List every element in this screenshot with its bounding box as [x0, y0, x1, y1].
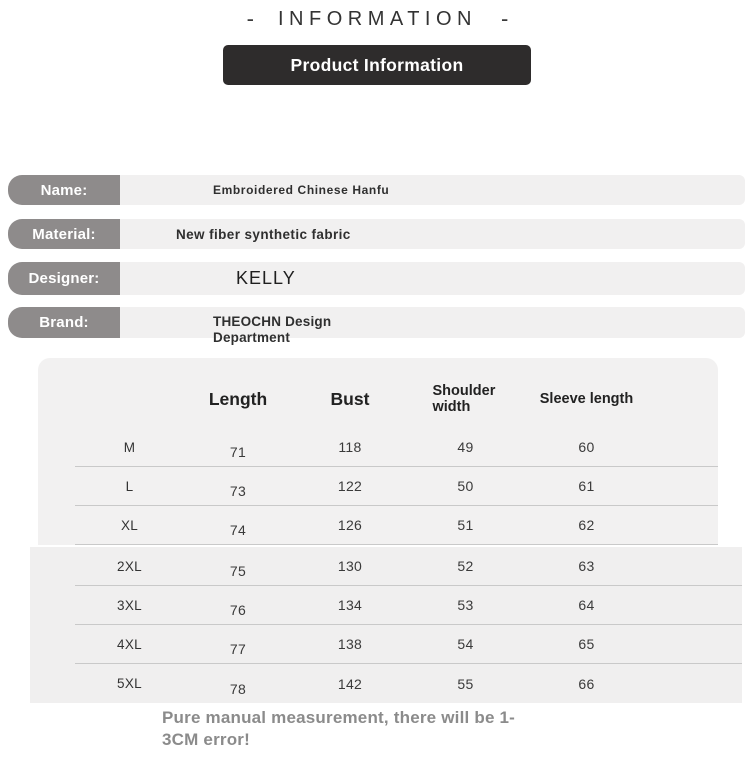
size-chart-upper — [38, 358, 718, 545]
cell-shoulder-width: 52 — [457, 558, 474, 574]
cell-sleeve-length: 63 — [578, 558, 595, 574]
info-bar — [22, 219, 745, 249]
cell-length: 71 — [229, 444, 247, 460]
cell-sleeve-length: 61 — [578, 478, 595, 494]
cell-length: 73 — [229, 483, 247, 499]
column-header-length: Length — [208, 388, 268, 409]
cell-size: L — [125, 478, 134, 494]
cell-sleeve-length: 62 — [578, 517, 595, 533]
info-value-designer: KELLY — [236, 268, 296, 288]
table-row-4xl — [75, 625, 742, 664]
cell-bust: 134 — [337, 597, 363, 613]
cell-bust: 126 — [337, 517, 363, 533]
cell-bust: 142 — [337, 675, 363, 692]
table-row-2xl — [75, 547, 742, 586]
column-header-bust: Bust — [330, 388, 370, 409]
info-label-name: Name: — [8, 175, 120, 205]
column-header-shoulder-width — [408, 383, 523, 415]
info-value-material: New fiber synthetic fabric — [176, 226, 351, 242]
info-label-brand: Brand: — [8, 307, 120, 338]
cell-bust: 118 — [338, 439, 362, 455]
cell-length: 77 — [229, 641, 247, 657]
cell-sleeve-length: 60 — [578, 439, 595, 455]
cell-bust: 122 — [337, 478, 363, 494]
page-title: INFORMATION — [277, 7, 477, 30]
cell-shoulder-width: 50 — [457, 478, 474, 494]
cell-size: 5XL — [117, 676, 142, 691]
column-header-shoulder-width-label: Shoulder width — [432, 383, 496, 415]
cell-size: 3XL — [117, 597, 142, 613]
information-heading — [0, 6, 755, 32]
dash-decoration-right: - — [501, 6, 509, 31]
cell-shoulder-width: 54 — [457, 636, 474, 652]
table-row-3xl — [75, 586, 742, 625]
cell-length: 75 — [229, 563, 247, 579]
info-bar — [22, 262, 745, 295]
info-row-material — [8, 219, 745, 249]
cell-shoulder-width: 53 — [457, 597, 474, 613]
info-bar — [22, 307, 745, 345]
table-row-5xl — [75, 664, 742, 703]
cell-size: XL — [120, 517, 139, 533]
cell-size: 4XL — [117, 636, 142, 652]
cell-shoulder-width: 51 — [457, 517, 474, 533]
cell-size: 2XL — [117, 558, 142, 574]
measurement-note: Pure manual measurement, there will be 1-3CM error! — [162, 708, 516, 749]
info-row-brand — [8, 307, 745, 345]
info-row-designer — [8, 262, 745, 295]
cell-sleeve-length: 66 — [578, 675, 595, 692]
size-chart-header-row — [75, 358, 718, 428]
cell-bust: 130 — [337, 558, 363, 574]
cell-bust: 138 — [337, 636, 363, 652]
cell-size: M — [123, 439, 136, 455]
cell-length: 76 — [229, 602, 247, 618]
dash-decoration-left: - — [246, 6, 254, 31]
cell-shoulder-width: 55 — [457, 675, 474, 692]
product-information-banner[interactable]: Product Information — [223, 45, 531, 85]
table-row-l — [75, 467, 718, 506]
size-chart-lower — [30, 547, 742, 703]
cell-sleeve-length: 64 — [578, 597, 595, 613]
cell-length: 74 — [229, 522, 247, 538]
info-label-material: Material: — [8, 219, 120, 249]
info-value-brand: THEOCHN Design Department — [213, 314, 332, 345]
info-label-designer: Designer: — [8, 262, 120, 295]
cell-shoulder-width: 49 — [457, 439, 474, 455]
column-header-sleeve-length: Sleeve length — [539, 391, 634, 407]
table-row-m — [75, 428, 718, 467]
cell-length: 78 — [229, 680, 247, 697]
info-row-name — [8, 175, 745, 205]
info-value-name: Embroidered Chinese Hanfu — [213, 183, 390, 197]
cell-sleeve-length: 65 — [578, 636, 595, 652]
table-row-xl — [75, 506, 718, 545]
